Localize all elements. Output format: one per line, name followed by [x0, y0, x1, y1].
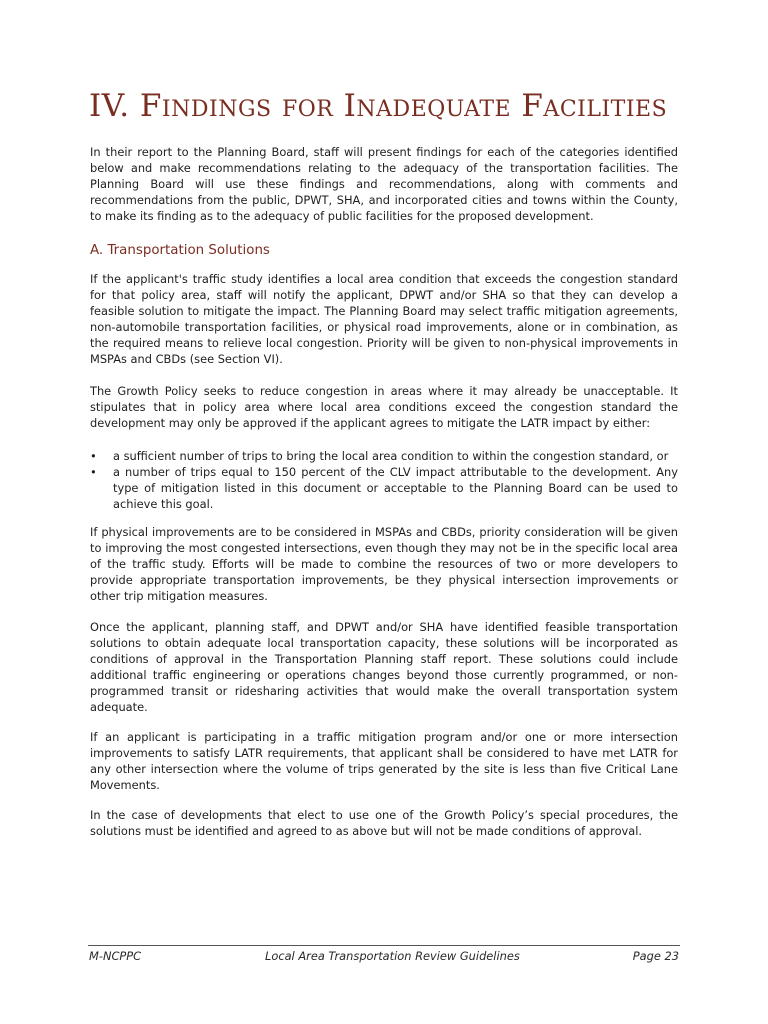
- list-item: [90, 465, 678, 513]
- paragraph-traffic-study: If the applicant's traffic study identifies a local area condition that exceeds the congestion standard for that policy area, staff will notify the applicant, DPWT and/or SHA so that they can develop a feasible solution to mitigate the impact. The Planning Board may select traffic mitigation agreements, non-automobile transportation facilities, or physical road improvements, alone or in combination, as the required means to relieve local congestion. Priority will be given to non-physical improvements in MSPAs and CBDs (see Section VI).: [90, 272, 678, 366]
- list-item: [90, 449, 678, 465]
- footer-divider: [88, 945, 680, 946]
- paragraph-special-procedures: In the case of developments that elect to use one of the Growth Policy’s special procedures, the solutions must be identified and agreed to as above but will not be made conditions of approval.: [90, 808, 678, 838]
- mitigation-options-list: [90, 449, 678, 513]
- list-item-text: a number of trips equal to 150 percent of the CLV impact attributable to the development. Any type of mitigation listed in this document or acceptable to the Planning Board can be used to achieve this goal.: [113, 464, 678, 511]
- footer-document-title: Local Area Transportation Review Guidelines: [265, 949, 520, 963]
- paragraph-mitigation-program: If an applicant is participating in a traffic mitigation program and/or one or more intersection improvements to satisfy LATR requirements, that applicant shall be considered to have met LATR for any other intersection where the volume of trips generated by the site is less than five Critical Lane Movements.: [90, 730, 678, 792]
- intro-paragraph: In their report to the Planning Board, staff will present findings for each of the categories identified below and make recommendations relating to the adequacy of the transportation facilities. The Planning Board will use these findings and recommendations, along with comments and recommendations from the public, DPWT, SHA, and incorporated cities and towns within the County, to make its finding as to the adequacy of public facilities for the proposed development.: [90, 145, 678, 223]
- page-number: Page 23: [632, 949, 679, 963]
- bullet-icon: •: [90, 464, 97, 479]
- section-title: IV. Findings for Inadequate Facilities: [89, 88, 668, 124]
- paragraph-physical-improvements: If physical improvements are to be considered in MSPAs and CBDs, priority consideration will be given to improving the most congested intersections, even though they may not be in the specific local area of the traffic study. Efforts will be made to combine the resources of two or more developers to provide appropriate transportation improvements, be they physical intersection improvements or other trip mitigation measures.: [90, 525, 678, 603]
- list-item-text: a sufficient number of trips to bring the local area condition to within the congestion standard, or: [113, 449, 669, 463]
- footer-organization: M-NCPPC: [89, 949, 142, 963]
- paragraph-solutions-conditions: Once the applicant, planning staff, and DPWT and/or SHA have identified feasible transportation solutions to obtain adequate local transportation capacity, these solutions will be incorporated as conditions of approval in the Transportation Planning staff report. These solutions could include additional traffic engineering or operations changes beyond those currently programmed, or non-programmed transit or ridesharing activities that would make the overall transportation system adequate.: [90, 620, 678, 714]
- bullet-icon: •: [90, 449, 97, 463]
- paragraph-growth-policy: The Growth Policy seeks to reduce congestion in areas where it may already be unacceptable. It stipulates that in policy area where local area conditions exceed the congestion standard the development may only be approved if the applicant agrees to mitigate the LATR impact by either:: [90, 384, 678, 430]
- subsection-heading: A. Transportation Solutions: [90, 243, 270, 258]
